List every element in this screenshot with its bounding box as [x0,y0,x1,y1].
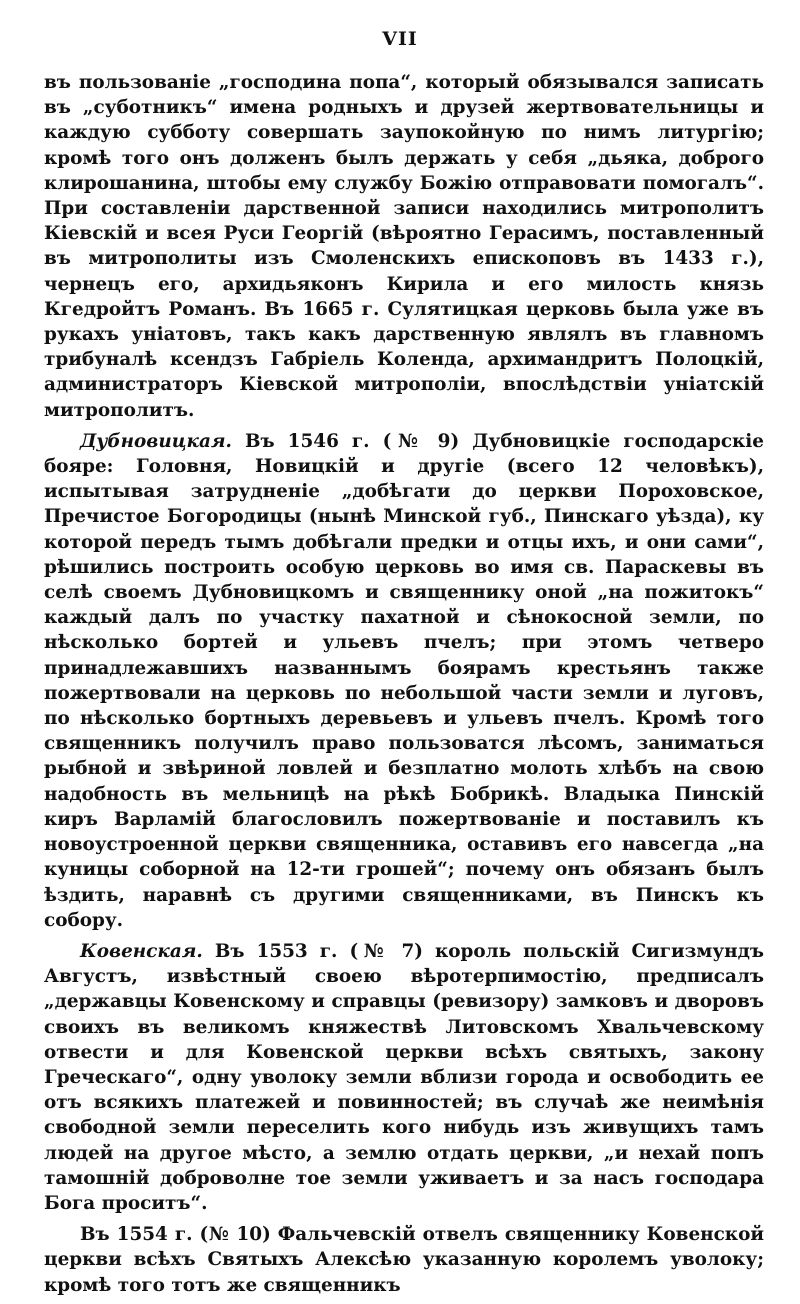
paragraph-kovenskaya [44,939,764,1216]
paragraph-sulyatitskaya [44,70,764,423]
body-text [44,70,764,1304]
section-heading: Дубновицкая. [80,430,232,452]
paragraph-1554 [44,1222,764,1298]
paragraph-text: Въ 1553 г. (№ 7) король польскій Сигизмундъ Августъ, извѣстный своею вѣротерпимостію, предписалъ „державцы Ковенскому и справцы (ревизору) замковъ и дворовъ своихъ въ великомъ княжествѣ Литовскомъ Хвальчевскому отвести и для Ковенской церкви всѣхъ святыхъ, закону Греческаго“, одну уволоку земли вблизи города и освободить ее отъ всякихъ платежей и повинностей; въ случаѣ же неимѣнія свободной земли переселить кого нибудь изъ живущихъ тамъ людей на другое мѣсто, а землю отдать церкви, „и нехай попъ тамошній доброволне тое земли уживаетъ и за насъ господара Бога проситъ“. [44,940,764,1214]
paragraph-text: Въ 1554 г. (№ 10) Фальчевскій отвелъ священнику Ковенской церкви всѣхъ Святыхъ Алексѣю указанную королемъ уволоку; кромѣ того тотъ же священникъ [44,1224,764,1296]
paragraph-dubnovitskaya [44,429,764,933]
paragraph-text: въ пользованіе „господина попа“, который обязывался записать въ „суботникъ“ имена родныхъ и друзей жертвовательницы и каждую субботу совершать заупокойную по нимъ литургію; кромѣ того онъ долженъ былъ держать у себя „дьяка, доброго клирошанина, штобы ему службу Божію отправовати помогалъ“. При составленіи дарственной записи находились митрополитъ Кіевскій и всея Руси Георгій (вѣроятно Герасимъ, поставленный въ митрополиты изъ Смоленскихъ епископовъ въ 1433 г.), чернецъ его, архидьяконъ Кирила и его милость князь Кгедройтъ Романъ. Въ 1665 г. Сулятицкая церковь была уже въ рукахъ уніатовъ, такъ какъ дарственную являлъ въ главномъ трибуналѣ ксендзъ Габріель Коленда, архимандритъ Полоцкій, администраторъ Кіевской митрополіи, впослѣдствіи уніатскій митрополитъ. [44,72,764,421]
section-heading: Ковенская. [80,940,203,962]
paragraph-text: Въ 1546 г. (№ 9) Дубновицкіе господарскіе бояре: Головня, Новицкій и другіе (всего 12 человѣкъ), испытывая затрудненіе „добѣгати до церкви Пороховское, Пречистое Богородицы (нынѣ Минской губ., Пинскаго уѣзда), ку которой передъ тымъ добѣгали предки и отцы ихъ, и они сами“, рѣшились построить особую церковь во имя св. Параскевы въ селѣ своемъ Дубновицкомъ и священнику оной „на пожитокъ“ каждый далъ по участку пахатной и сѣнокосной земли, по нѣсколько бортей и ульевъ пчелъ; при этомъ четверо принадлежавшихъ названнымъ боярамъ крестьянъ также пожертвовали на церковь по небольшой части земли и луговъ, по нѣсколько бортныхъ деревьевъ и ульевъ пчелъ. Кромѣ того священникъ получилъ право пользоватся лѣсомъ, заниматься рыбной и звѣриной ловлей и безплатно молоть хлѣбъ на свою надобность въ мельницѣ на рѣкѣ Бобрикѣ. Владыка Пинскій киръ Варламій благословилъ пожертвованіе и поставилъ къ новоустроенной церкви священника, оставивъ его навсегда „на куницы соборной на 12-ти грошей“; почему онъ обязанъ былъ ѣздить, наравнѣ съ другими священниками, въ Пинскъ къ собору. [44,430,764,931]
page-number: VII [382,28,418,50]
